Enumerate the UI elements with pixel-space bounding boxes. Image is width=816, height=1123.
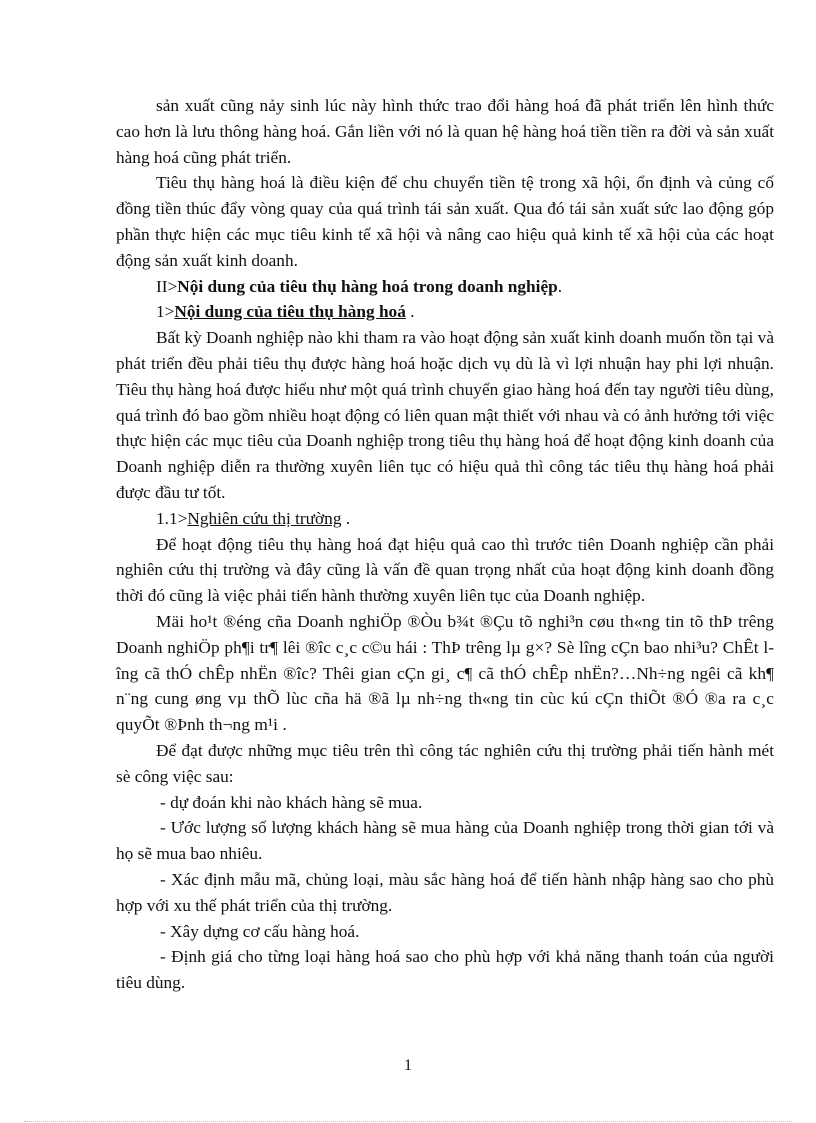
heading-prefix: 1> bbox=[156, 302, 175, 322]
heading-text: Nội dung của tiêu thụ hàng hoá trong doanh nghiệp bbox=[177, 276, 558, 296]
paragraph-garbled-encoding: Mäi ho¹t ®éng cña Doanh nghiÖp ®Òu b¾t ®Çu tõ nghi³n cøu th«ng tin tõ thÞ trêng Doanh nghiÖp ph¶i tr¶ lêi ®îc c¸c c©u hái : ThÞ trêng lµ g×? Sè lîng cÇn bao nhi³u? ChÊt lîng cã thÓ chÊp nhËn ®îc? Thêi gian cÇn gi¸ c¶ cã thÓ chÊp nhËn?…Nh÷ng ngêi cã kh¶ n¨ng cung øng vµ thÕ lùc cña hä ®ã lµ nh÷ng th«ng tin cùc kú cÇn thiÕt ®Ó ®a ra c¸c quyÕt ®Þnh th¬ng m¹i . bbox=[116, 611, 774, 735]
section-heading-1-1 bbox=[116, 506, 774, 532]
heading-text: Nội dung của tiêu thụ hàng hoá bbox=[174, 302, 406, 322]
heading-prefix: II> bbox=[156, 276, 178, 296]
paragraph: Tiêu thụ hàng hoá là điều kiện để chu chuyển tiền tệ trong xã hội, ổn định và củng cố đồng tiền thúc đẩy vòng quay của quá trình tái sản xuất. Qua đó tái sản xuất sức lao động góp phần thực hiện các mục tiêu kinh tế xã hội và nâng cao hiệu quả kinh tế xã hội của các hoạt động sản xuất kinh doanh. bbox=[116, 173, 774, 270]
list-item: - Xây dựng cơ cấu hàng hoá. bbox=[160, 921, 360, 941]
list-item: - dự đoán khi nào khách hàng sẽ mua. bbox=[160, 792, 423, 812]
document-page bbox=[116, 93, 774, 996]
paragraph: Để hoạt động tiêu thụ hàng hoá đạt hiệu quả cao thì trước tiên Doanh nghiệp cần phải nghiên cứu thị trường và đây cũng là vấn đề quan trọng nhất của hoạt động kinh doanh đồng thời đó cũng là việc phải tiến hành thường xuyên liên tục của Doanh nghiệp. bbox=[116, 534, 774, 606]
heading-suffix: . bbox=[405, 302, 415, 322]
paragraph: Bất kỳ Doanh nghiệp nào khi tham ra vào hoạt động sản xuất kinh doanh muốn tồn tại và phát triển đều phải tiêu thụ được hàng hoá hoặc dịch vụ dù là vì lợi nhuận hay phi lợi nhuận. Tiêu thụ hàng hoá được hiểu như một quá trình chuyển giao hàng hoá đến tay người tiêu dùng, quá trình đó bao gồm nhiều hoạt động có liên quan mật thiết với nhau và có ảnh hưởng tới việc thực hiện các mục tiêu của Doanh nghiệp trong tiêu thụ hàng hoá để hoạt động kinh doanh của Doanh nghiệp diễn ra thường xuyên liên tục có hiệu quả thì công tác tiêu thụ hàng hoá phải được đầu tư tốt. bbox=[116, 328, 774, 502]
list-item: - Ước lượng số lượng khách hàng sẽ mua hàng của Doanh nghiệp trong thời gian tới và họ sẽ mua bao nhiêu. bbox=[116, 818, 774, 864]
page-number: 1 bbox=[404, 1057, 412, 1074]
heading-text: Nghiên cứu thị trường bbox=[187, 508, 342, 528]
heading-prefix: 1.1> bbox=[156, 508, 188, 528]
list-item: - Xác định mẫu mã, chủng loại, màu sắc hàng hoá để tiến hành nhập hàng sao cho phù hợp với xu thế phát triển của thị trường. bbox=[116, 869, 774, 915]
section-heading-2 bbox=[116, 274, 774, 300]
paragraph: Để đạt được những mục tiêu trên thì công tác nghiên cứu thị trường phải tiến hành mét sè công việc sau: bbox=[116, 740, 774, 786]
heading-suffix: . bbox=[341, 508, 351, 528]
page-boundary-divider bbox=[24, 1121, 792, 1122]
heading-suffix: . bbox=[557, 276, 563, 296]
paragraph: sản xuất cũng nảy sinh lúc này hình thức trao đổi hàng hoá đã phát triển lên hình thức cao hơn là lưu thông hàng hoá. Gắn liền với nó là quan hệ hàng hoá tiền tiền ra đời và sản xuất hàng hoá cũng phát triển. bbox=[116, 96, 774, 167]
section-heading-1 bbox=[116, 299, 774, 325]
list-item: - Định giá cho từng loại hàng hoá sao cho phù hợp với khả năng thanh toán của người tiêu dùng. bbox=[116, 947, 774, 993]
